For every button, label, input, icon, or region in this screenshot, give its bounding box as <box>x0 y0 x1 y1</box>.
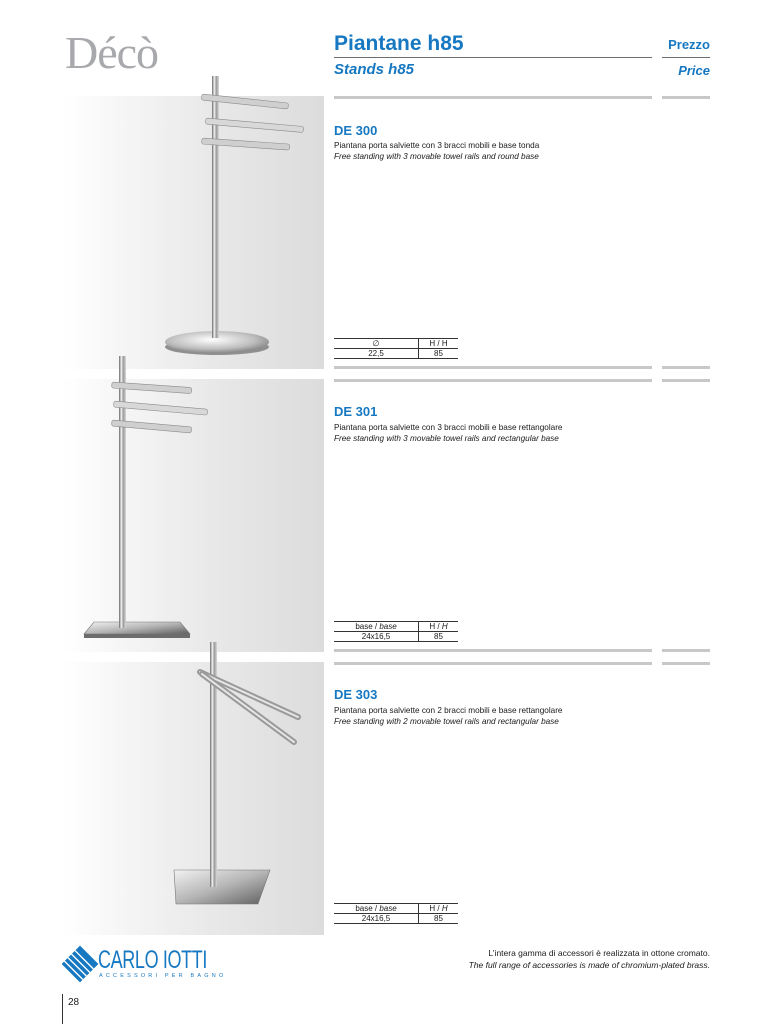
spec-table <box>334 903 458 924</box>
title-rule <box>334 57 652 58</box>
product-code: DE 303 <box>334 687 378 702</box>
spec-header-diameter: ∅ <box>334 339 419 349</box>
towel-stand-round-base-image <box>62 76 324 366</box>
spec-value-base: 24x16,5 <box>334 632 419 642</box>
spec-value-height: 85 <box>419 349 459 359</box>
spec-header-height: H / H <box>419 622 459 632</box>
price-header: Prezzo <box>668 37 710 52</box>
spec-header-base: base / base <box>334 622 419 632</box>
product-photo-de303 <box>62 662 324 935</box>
brand-logo <box>62 945 227 990</box>
product-desc-it: Piantana porta salviette con 3 bracci mobili e base tonda <box>334 141 540 150</box>
price-top-bar <box>662 662 710 665</box>
spec-header-height: H / H <box>419 904 459 914</box>
towel-stand-two-arms-image <box>62 642 324 932</box>
row-bottom-bar <box>334 366 652 369</box>
product-desc-en: Free standing with 3 movable towel rails and round base <box>334 152 539 161</box>
page-number-rule <box>62 994 63 1024</box>
product-photo-de301 <box>62 379 324 652</box>
page-title: Piantane h85 <box>334 32 464 55</box>
spec-header-base: base / base <box>334 904 419 914</box>
spec-value-diameter: 22,5 <box>334 349 419 359</box>
product-desc-it: Piantana porta salviette con 2 bracci mobili e base rettangolare <box>334 706 563 715</box>
row-bottom-bar <box>334 649 652 652</box>
material-note-en: The full range of accessories is made of chromium-plated brass. <box>468 960 710 970</box>
product-desc-it: Piantana porta salviette con 3 bracci mobili e base rettangolare <box>334 423 563 432</box>
product-photo-de300 <box>62 96 324 369</box>
page-number: 28 <box>68 997 80 1008</box>
material-note <box>469 947 710 971</box>
material-note-it: L’intera gamma di accessori è realizzata in ottone cromato. <box>488 948 710 958</box>
product-desc-en: Free standing with 2 movable towel rails and rectangular base <box>334 717 559 726</box>
spec-table <box>334 338 458 359</box>
collection-title: Décò <box>65 27 159 78</box>
price-rule <box>662 57 710 58</box>
price-bottom-bar <box>662 649 710 652</box>
spec-header-height: H / H <box>419 339 459 349</box>
row-top-bar <box>334 379 652 382</box>
product-desc-en: Free standing with 3 movable towel rails and rectangular base <box>334 434 559 443</box>
product-code: DE 300 <box>334 123 378 138</box>
product-code: DE 301 <box>334 404 378 419</box>
spec-value-height: 85 <box>419 632 459 642</box>
spec-table <box>334 621 458 642</box>
spec-value-height: 85 <box>419 914 459 924</box>
row-top-bar <box>334 662 652 665</box>
brand-name: CARLO IOTTI <box>98 946 208 974</box>
towel-stand-rect-base-image <box>62 354 324 644</box>
price-header-en: Price <box>678 63 710 78</box>
row-top-bar <box>334 96 652 99</box>
brand-tagline: ACCESSORI PER BAGNO <box>99 973 227 979</box>
price-top-bar <box>662 379 710 382</box>
price-top-bar <box>662 96 710 99</box>
spec-value-base: 24x16,5 <box>334 914 419 924</box>
price-bottom-bar <box>662 366 710 369</box>
page-subtitle: Stands h85 <box>334 61 415 78</box>
